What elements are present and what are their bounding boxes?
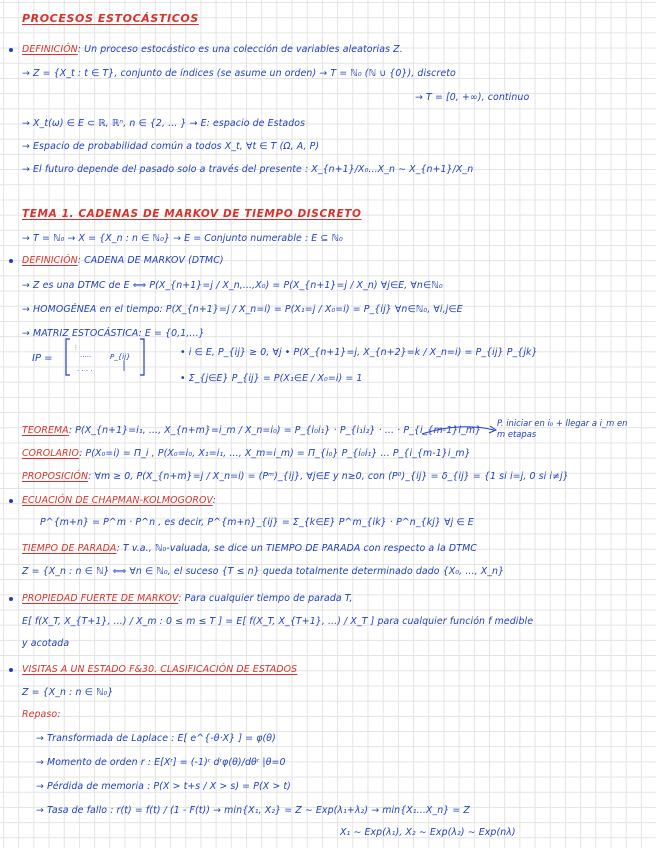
chapman-kolmogorov-title: ECUACIÓN DE CHAPMAN-KOLMOGOROV:	[22, 495, 217, 506]
definition-index-set: → Z = {X_t : t ∈ T}, conjunto de índices (se asume un orden) → T = ℕ₀ (ℕ ∪ {0}), discreto	[22, 68, 456, 79]
definition-line: DEFINICIÓN: Un proceso estocástico es una colección de variables aleatorias Z.	[22, 44, 403, 55]
bullet	[9, 668, 13, 672]
stopping-time: TIEMPO DE PARADA: T v.a., ℕ₀-valuada, se dice un TIEMPO DE PARADA con respecto a la DTMC	[22, 543, 477, 554]
definition-markov-property: → El futuro depende del pasado solo a través del presente : X_{n+1}/X₀...X_n ∼ X_{n+1}/X_n	[22, 164, 474, 175]
bullet	[9, 48, 13, 52]
svg-text:· · · ·: · · · ·	[77, 367, 93, 375]
definition-state-space: → X_t(ω) ∈ E ⊂ ℝ, ℝⁿ, n ∈ {2, ... } → E: espacio de Estados	[22, 118, 306, 129]
matrix-entry: P_{ij}	[110, 353, 131, 361]
matrix-label: IP =	[32, 353, 53, 364]
moment: → Momento de orden r : E[Xʳ] = (-1)ʳ dʳφ(θ)/dθʳ |θ=0	[36, 757, 286, 768]
stopping-time-def: Z = {X_n : n ∈ ℕ} ⟺ ∀n ∈ ℕ₀, el suceso {T ≤ n} queda totalmente determinado dado {X₀, ..., X_n}	[22, 566, 505, 577]
definition-probability-space: → Espacio de probabilidad común a todos X_t, ∀t ∈ T (Ω, A, P)	[22, 141, 320, 152]
visits-process: Z = {X_n : n ∈ ℕ₀}	[22, 687, 114, 698]
section-title: TEMA 1. CADENAS DE MARKOV DE TIEMPO DISCRETO	[22, 208, 362, 220]
memoryless: → Pérdida de memoria : P(X > t+s / X > s) = P(X > t)	[36, 781, 291, 792]
review-label: Repaso:	[22, 709, 61, 720]
corollary: COROLARIO: P(X₀=i) = Π_i , P(X₀=i₀, X₁=i₁, ..., X_m=i_m) = Π_{i₀} P_{i₀i₁} ... P_{i_{m-1}i_m}	[22, 448, 471, 459]
transition-matrix	[30, 335, 150, 379]
exponentials: X₁ ∼ Exp(λ₁), X₂ ∼ Exp(λ₂) ∼ Exp(nλ)	[340, 827, 516, 838]
page-title: PROCESOS ESTOCÁSTICOS	[22, 12, 199, 25]
laplace: → Transformada de Laplace : E[ e^{-θ·X} ] = φ(θ)	[36, 733, 276, 744]
chapman-kolmogorov-equation: P^{m+n} = P^m · P^n , es decir, P^{m+n}_{ij} = Σ_{k∈E} P^m_{ik} · P^n_{kj} ∀j ∈ E	[40, 517, 474, 528]
dtmc-definition: → Z es una DTMC de E ⟺ P(X_{n+1}=j / X_n,...,X₀) = P(X_{n+1}=j / X_n) ∀j∈E, ∀n∈ℕ₀	[22, 280, 443, 291]
bullet	[9, 259, 13, 263]
svg-text:·····: ·····	[80, 353, 92, 361]
matrix-property-1: • i ∈ E, P_{ij} ≥ 0, ∀j • P(X_{n+1}=j, X_{n+2}=k / X_n=i) = P_{ij} P_{jk}	[180, 347, 538, 358]
visits-title: VISITAS A UN ESTADO F&30. CLASIFICACIÓN DE ESTADOS	[22, 664, 298, 675]
stochastic-matrix: → MATRIZ ESTOCÁSTICA: E = {0,1,...}	[22, 328, 205, 339]
theorem-note: P. iniciar en i₀ + llegar a i_m en m etapas	[497, 418, 628, 439]
failure-rate: → Tasa de fallo : r(t) = f(t) / (1 - F(t)) → min{X₁, X₂} = Z ∼ Exp(λ₁+λ₂) → min{X₁...X_n} = Z	[36, 805, 470, 816]
strong-markov-end: y acotada	[22, 638, 70, 649]
definition-markov-chain: DEFINICIÓN: CADENA DE MARKOV (DTMC)	[22, 255, 224, 266]
tema-sets: → T = ℕ₀ → X = {X_n : n ∈ ℕ₀} → E = Conjunto numerable : E ⊆ ℕ₀	[22, 233, 343, 244]
svg-text:⋮: ⋮	[73, 344, 79, 351]
matrix-property-2: • Σ_{j∈E} P_{ij} = P(X₁∈E / X₀=i) = 1	[180, 373, 363, 384]
homogeneous-definition: → HOMOGÉNEA en el tiempo: P(X_{n+1}=j / X_n=i) = P(X₁=j / X₀=i) = P_{ij} ∀n∈ℕ₀, ∀i,j∈E	[22, 304, 463, 315]
theorem: TEOREMA: P(X_{n+1}=i₁, ..., X_{n+m}=i_m / X_n=i₀) = P_{i₀i₁} · P_{i₁i₂} · ... · P_{i_{m-1}i_m}	[22, 425, 482, 436]
definition-continuous: → T = [0, +∞), continuo	[415, 92, 530, 103]
strong-markov-equation: E[ f(X_T, X_{T+1}, ...) / X_m : 0 ≤ m ≤ T ] = E[ f(X_T, X_{T+1}, ...) / X_T ] para cualquier función f medible	[22, 616, 534, 627]
strong-markov-title: PROPIEDAD FUERTE DE MARKOV: Para cualquier tiempo de parada T,	[22, 593, 353, 604]
note-arrow	[420, 420, 500, 440]
bullet	[9, 499, 13, 503]
proposition: PROPOSICIÓN: ∀m ≥ 0, P(X_{n+m}=j / X_n=i) = (Pᵐ)_{ij}, ∀j∈E y n≥0, con (P⁰)_{ij} = δ_{ij} = {1 si i=j, 0 si i≠j}	[22, 471, 569, 482]
bullet	[9, 597, 13, 601]
